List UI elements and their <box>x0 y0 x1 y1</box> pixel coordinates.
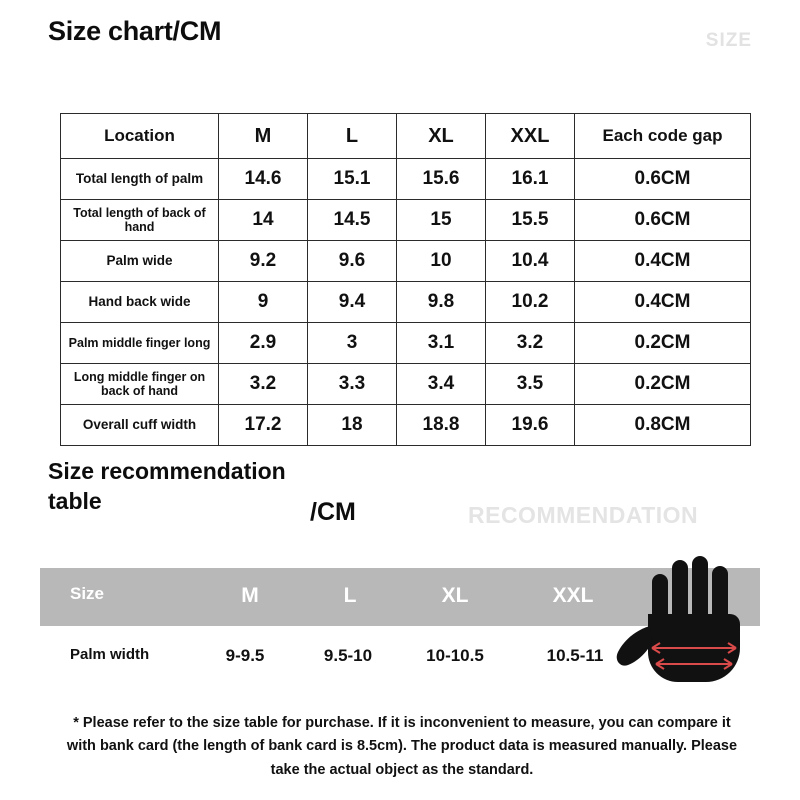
table-header-row <box>61 114 751 159</box>
cell-xxl: 19.6 <box>486 405 575 446</box>
row-label: Overall cuff width <box>61 405 219 446</box>
cell-l: 18 <box>308 405 397 446</box>
cell-l: 3 <box>308 323 397 364</box>
table-row <box>61 323 751 364</box>
cell-l: 15.1 <box>308 159 397 200</box>
rec-header-l: L <box>343 584 357 607</box>
cell-xxl: 3.2 <box>486 323 575 364</box>
row-label: Total length of back of hand <box>61 200 219 241</box>
header-xl: XL <box>397 114 486 159</box>
row-label: Palm middle finger long <box>61 323 219 364</box>
cell-xl: 3.1 <box>397 323 486 364</box>
table-row <box>61 405 751 446</box>
table-row <box>61 159 751 200</box>
recommendation-header <box>0 448 800 558</box>
rec-header-size: Size <box>70 584 105 603</box>
table-row <box>61 364 751 405</box>
cell-m: 17.2 <box>219 405 308 446</box>
watermark-size: SIZE <box>705 30 752 51</box>
rec-header-xxl: XXL <box>552 584 594 607</box>
cell-xl: 10 <box>397 241 486 282</box>
rec-row-label: Palm width <box>70 646 150 663</box>
cell-l: 14.5 <box>308 200 397 241</box>
row-label: Total length of palm <box>61 159 219 200</box>
rec-cell-m: 9-9.5 <box>225 646 265 665</box>
cell-m: 14.6 <box>219 159 308 200</box>
footer-note: * Please refer to the size table for purchase. If it is inconvenient to measure, you can compare it with bank card (the length of bank card is 8.5cm). The product data is measured manually. Please take the actual object as the standard. <box>66 715 738 778</box>
header-location: Location <box>61 114 219 159</box>
cell-xxl: 10.4 <box>486 241 575 282</box>
section-title-recommendation: Size recommendation table <box>48 458 286 515</box>
cell-m: 9.2 <box>219 241 308 282</box>
page-title: Size chart/CM <box>48 16 222 46</box>
rec-header-xl: XL <box>441 584 469 607</box>
cell-xl: 9.8 <box>397 282 486 323</box>
hand-icon <box>608 552 758 692</box>
cell-xxl: 3.5 <box>486 364 575 405</box>
row-label: Palm wide <box>61 241 219 282</box>
hand-measure-illustration <box>608 552 758 692</box>
header-each-code-gap: Each code gap <box>575 114 751 159</box>
cell-xxl: 16.1 <box>486 159 575 200</box>
cell-gap: 0.4CM <box>575 282 751 323</box>
cell-m: 2.9 <box>219 323 308 364</box>
size-chart-table <box>60 113 751 446</box>
cell-xl: 15.6 <box>397 159 486 200</box>
table-row <box>61 200 751 241</box>
cell-gap: 0.2CM <box>575 323 751 364</box>
cell-l: 9.4 <box>308 282 397 323</box>
header-l: L <box>308 114 397 159</box>
cell-xl: 15 <box>397 200 486 241</box>
row-label: Long middle finger on back of hand <box>61 364 219 405</box>
cell-m: 9 <box>219 282 308 323</box>
cell-gap: 0.2CM <box>575 364 751 405</box>
header-m: M <box>219 114 308 159</box>
cell-gap: 0.6CM <box>575 200 751 241</box>
header-xxl: XXL <box>486 114 575 159</box>
table-row <box>61 282 751 323</box>
rec-cell-l: 9.5-10 <box>323 646 373 665</box>
cell-m: 3.2 <box>219 364 308 405</box>
cell-gap: 0.8CM <box>575 405 751 446</box>
cell-xxl: 10.2 <box>486 282 575 323</box>
rec-cell-xl: 10-10.5 <box>426 646 484 665</box>
table-row <box>61 241 751 282</box>
cell-xxl: 15.5 <box>486 200 575 241</box>
cell-l: 9.6 <box>308 241 397 282</box>
cell-l: 3.3 <box>308 364 397 405</box>
cell-m: 14 <box>219 200 308 241</box>
cell-xl: 18.8 <box>397 405 486 446</box>
row-label: Hand back wide <box>61 282 219 323</box>
watermark-recommendation: RECOMMENDATION <box>468 502 699 528</box>
cell-gap: 0.4CM <box>575 241 751 282</box>
cell-gap: 0.6CM <box>575 159 751 200</box>
unit-label: /CM <box>310 498 356 526</box>
rec-header-m: M <box>241 584 259 607</box>
rec-cell-xxl: 10.5-11 <box>546 646 604 665</box>
cell-xl: 3.4 <box>397 364 486 405</box>
